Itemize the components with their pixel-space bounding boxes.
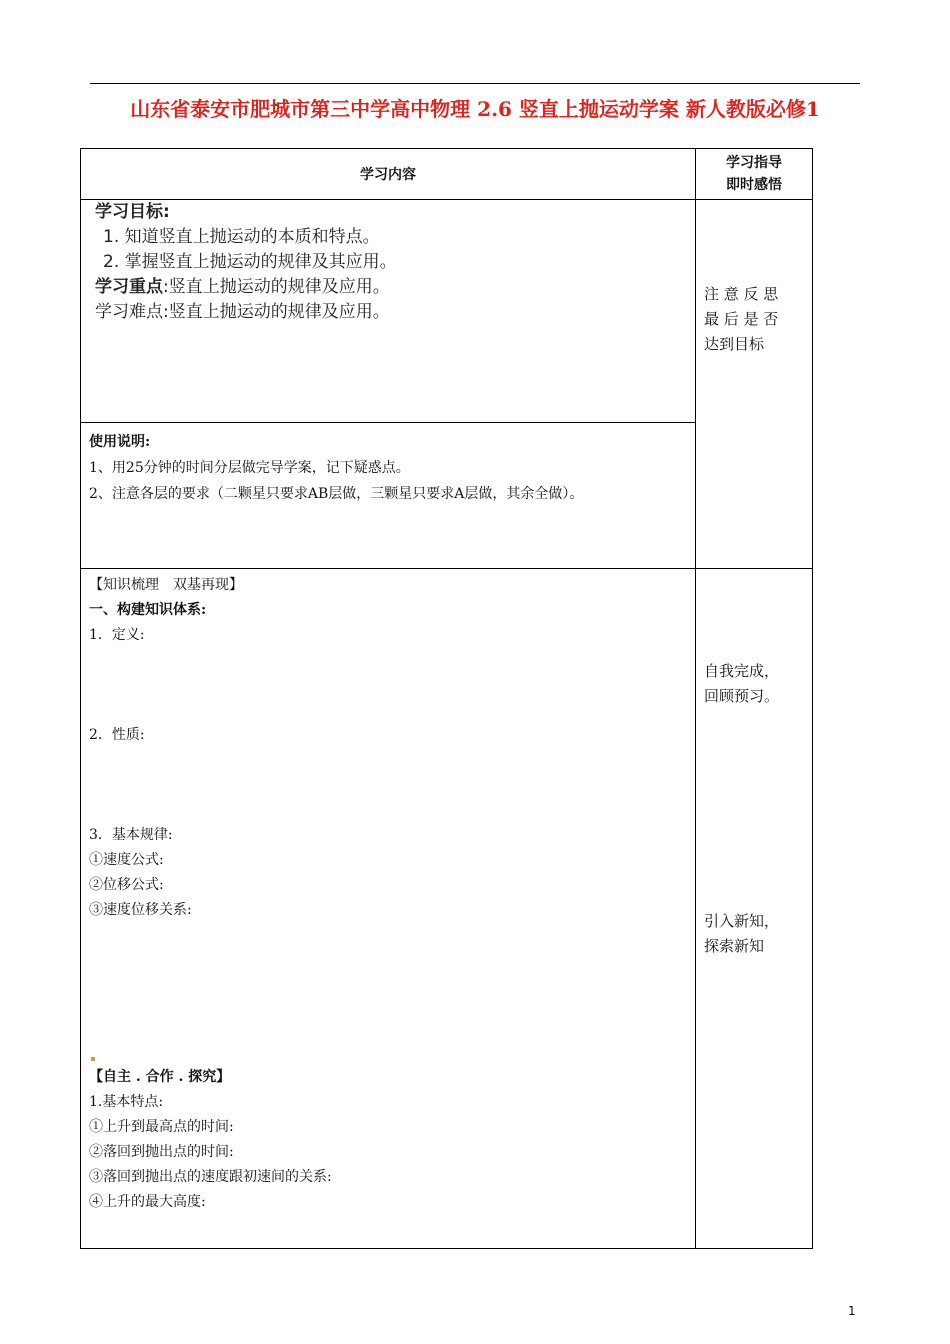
page-number: 1: [848, 1304, 856, 1318]
property-label: 2．性质:: [89, 727, 145, 743]
guide2-a2: 回顾预习。: [704, 687, 780, 705]
guide2-b1: 引入新知，: [704, 912, 780, 930]
section-heading-1: 【知识梳理 双基再现】: [89, 577, 243, 593]
diff-label: 学习难点: [95, 302, 163, 322]
guide-cell-1: [696, 200, 813, 569]
guide2-b2: 探索新知: [704, 937, 765, 955]
study-table: [80, 148, 813, 1249]
usage-line-1: 1、用25分钟的时间分层做完导学案，记下疑惑点。: [89, 460, 410, 476]
feature-3: ③落回到抛出点的速度跟初速间的关系:: [89, 1169, 332, 1185]
page-title: 山东省泰安市肥城市第三中学高中物理 2.6 竖直上抛运动学案 新人教版必修1: [130, 97, 820, 121]
feature-label: 1.基本特点:: [89, 1094, 164, 1110]
usage-heading: 使用说明:: [89, 434, 151, 450]
section-heading-2: 【自主 . 合作 . 探究】: [89, 1069, 231, 1085]
header-guide-line2: 即时感悟: [726, 177, 782, 193]
key-label: 学习重点: [95, 277, 163, 297]
feature-2: ②落回到抛出点的时间:: [89, 1144, 234, 1160]
guide-cell-2: [696, 569, 813, 1249]
guide1-line2: 最 后 是 否: [704, 309, 779, 328]
goal-item-2: 2. 掌握竖直上抛运动的规律及其应用。: [103, 252, 397, 272]
goals-heading: 学习目标:: [95, 202, 170, 222]
section-subheading: 一、构建知识体系:: [89, 602, 207, 618]
key-text: :竖直上抛运动的规律及应用。: [163, 277, 390, 297]
guide1-line1: 注 意 反 思: [704, 284, 779, 303]
feature-4: ④上升的最大高度:: [89, 1194, 206, 1210]
law-displacement: ②位移公式:: [89, 877, 164, 893]
law-velocity: ①速度公式:: [89, 852, 164, 868]
header-guide-line1: 学习指导: [726, 155, 782, 171]
law-label: 3．基本规律:: [89, 827, 173, 843]
goal-item-1: 1. 知道竖直上抛运动的本质和特点。: [103, 227, 380, 247]
header-guide: [696, 149, 813, 200]
usage-line-2: 2、注意各层的要求（二颗星只要求AB层做，三颗星只要求A层做，其余全做）。: [89, 486, 584, 502]
header-content: 学习内容: [81, 149, 696, 200]
guide1-line3: 达到目标: [704, 334, 765, 353]
stray-mark: [91, 1057, 95, 1061]
diff-text: :竖直上抛运动的规律及应用。: [163, 302, 390, 322]
goals-cell: [81, 200, 696, 423]
key-point: [95, 275, 695, 300]
header-rule: [90, 83, 860, 84]
definition-label: 1．定义:: [89, 627, 145, 643]
knowledge-cell: [81, 569, 696, 1249]
feature-1: ①上升到最高点的时间:: [89, 1119, 234, 1135]
law-relation: ③速度位移关系:: [89, 902, 192, 918]
guide2-a1: 自我完成，: [704, 662, 780, 680]
usage-cell: [81, 423, 696, 569]
difficulty: [95, 300, 695, 325]
